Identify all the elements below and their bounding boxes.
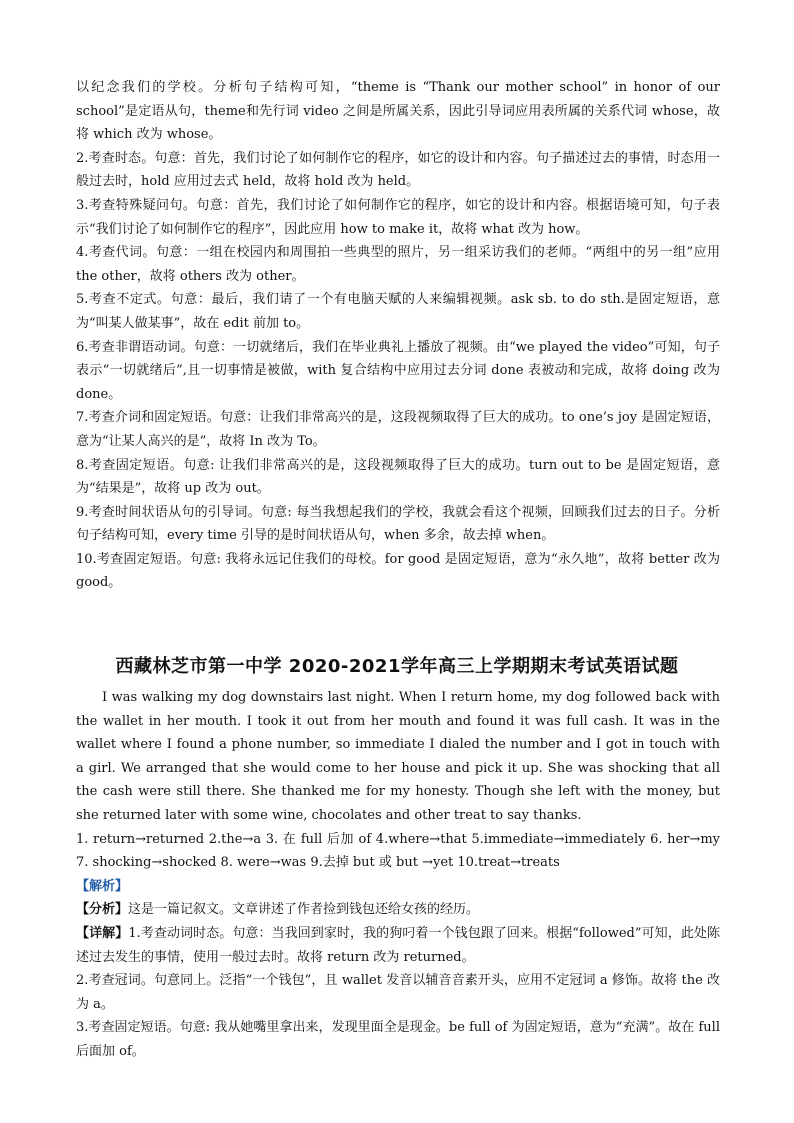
summary-line (76, 898, 720, 922)
explanation-item: 6.考查非谓语动词。句意：一切就绪后，我们在毕业典礼上播放了视频。由“we played the video”可知，句子表示“一切就绪后”,且一切事情是被做，with 复合结构中应用过去分词 done 表被动和完成，故将 doing 改为 done。 (76, 339, 720, 402)
detail-text: 1.考查动词时态。句意：当我回到家时，我的狗叼着一个钱包跟了回来。根据“followed”可知，此处陈述过去发生的事情，使用一般过去时。故将 return 改为 returned。 (76, 925, 720, 965)
detail-item (76, 922, 720, 969)
explanation-continued (76, 76, 720, 595)
summary-text: 这是一篇记叙文。文章讲述了作者捡到钱包还给女孩的经历。 (128, 902, 480, 918)
explanation-item: 2.考查时态。句意：首先，我们讨论了如何制作它的程序，如它的设计和内容。句子描述过去的事情，时态用一般过去时，hold 应用过去式 held，故将 hold 改为 held。 (76, 150, 720, 190)
detail-item: 3.考查固定短语。句意: 我从她嘴里拿出来，发现里面全是现金。be full of 为固定短语，意为“充满”。故在 full 后面加 of。 (76, 1020, 720, 1059)
detail-item: 2.考查冠词。句意同上。泛指“一个钱包”，且 wallet 发音以辅音音素开头，应用不定冠词 a 修饰。故将 the 改为 a。 (76, 973, 720, 1012)
xiangjie-tag: 【详解】 (76, 925, 129, 941)
explanation-item: 4.考查代词。句意：一组在校园内和周围拍一些典型的照片，另一组采访我们的老师。“两组中的另一组”应用 the other，故将 others 改为 other。 (76, 245, 720, 284)
explanation-item: 3.考查特殊疑问句。句意：首先，我们讨论了如何制作它的程序，如它的设计和内容。根据语境可知，句子表示“我们讨论了如何制作它的程序”，因此应用 how to make it，故将 what 改为 how。 (76, 197, 720, 237)
fenxi-tag: 【分析】 (76, 902, 129, 918)
explanation-item: 5.考查不定式。句意：最后，我们请了一个有电脑天赋的人来编辑视频。ask sb. to do sth.是固定短语，意为“叫某人做某事”，故在 edit 前加 to。 (76, 292, 720, 331)
answer-key: 1. return→returned 2.the→a 3. 在 full 后加 of 4.where→that 5.immediate→immediately 6. her→my 7. shocking→shocked 8. were→was 9.去掉 but 或 but →yet 10.treat→treats (76, 831, 720, 871)
explanation-item: 9.考查时间状语从句的引导词。句意: 每当我想起我们的学校，我就会看这个视频，回顾我们过去的日子。分析句子结构可知，every time 引导的是时间状语从句，when 多余，故去掉 when。 (76, 504, 720, 544)
jiexi-tag: 【解析】 (76, 878, 129, 894)
section-title: 西藏林芝市第一中学 2020-2021学年高三上学期期末考试英语试题 (115, 656, 679, 677)
analysis-heading (76, 875, 720, 899)
explanation-item: 8.考查固定短语。句意: 让我们非常高兴的是，这段视频取得了巨大的成功。turn out to be 是固定短语，意为“结果是”，故将 up 改为 out。 (76, 457, 720, 497)
explanation-item: 10.考查固定短语。句意: 我将永远记住我们的母校。for good 是固定短语，意为“永久地”，故将 better 改为 good。 (76, 551, 720, 591)
passage-text: I was walking my dog downstairs last night. When I return home, my dog followed back with the wallet in her mouth. I took it out from her mouth and found it was full cash. It was in the wallet where I found a phone number, so immediate I dialed the number and I got in touch with a girl. We arranged that she would come to her house and pick it up. She was shocking that all the cash were still there. She thanked me for my honesty. Though she left with the money, but she returned later with some wine, chocolates and other treat to say thanks. (76, 690, 720, 823)
explanation-paragraph: 以纪念我们的学校。分析句子结构可知，“theme is “Thank our mother school” in honor of our school”是定语从句，theme和先行词 video 之间是所属关系，因此引导词应用表所属的关系代词 whose，故将 which 改为 whose。 (76, 80, 720, 143)
explanation-item: 7.考查介词和固定短语。句意：让我们非常高兴的是，这段视频取得了巨大的成功。to one’s joy 是固定短语，意为“让某人高兴的是”，故将 In 改为 To。 (76, 410, 720, 449)
exam-question (76, 686, 720, 1064)
